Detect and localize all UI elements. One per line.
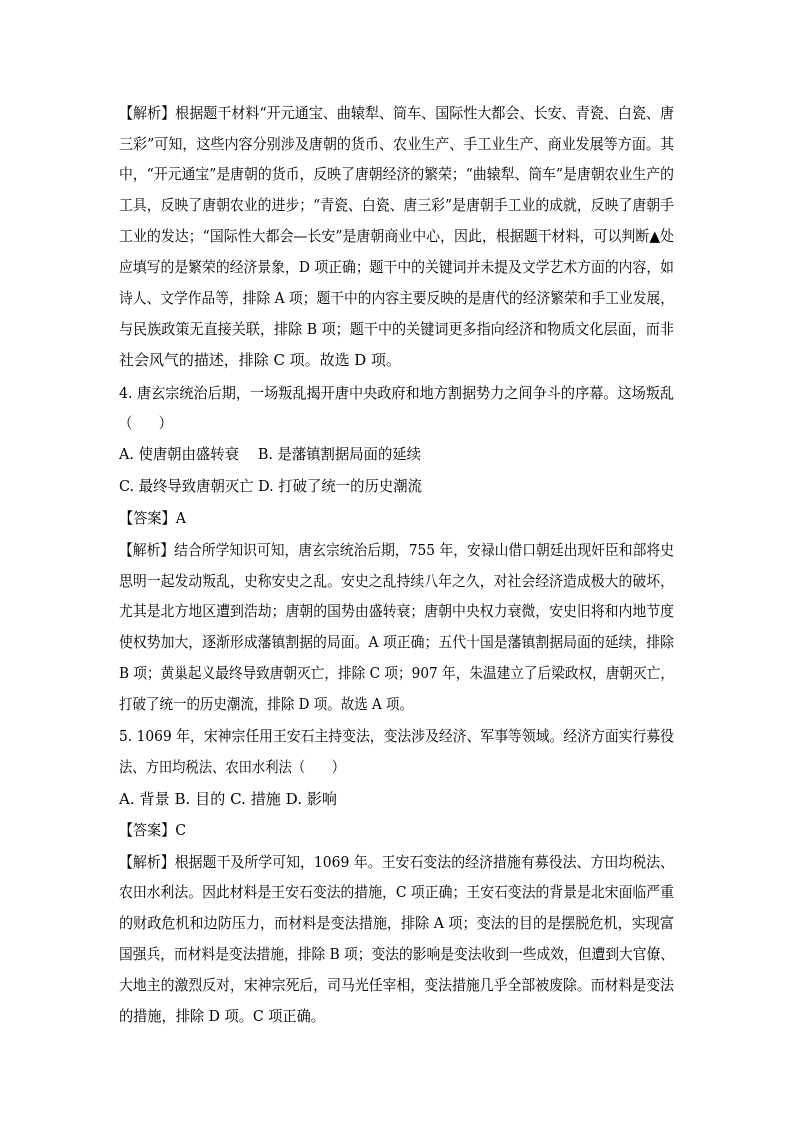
q5-analysis-line-3: 的财政危机和边防压力，而材料是变法措施，排除 A 项；变法的目的是摆脱危机，实现富	[119, 914, 674, 932]
q4-stem-line-1: 4. 唐玄宗统治后期，一场叛乱揭开唐中央政府和地方割据势力之间争斗的序幕。这场叛乱	[119, 384, 674, 402]
analysis-3-line-8: 与民族政策无直接关联，排除 B 项；题干中的关键词更多指向经济和物质文化层面，而非	[119, 320, 674, 338]
q4-analysis-line-1: 【解析】结合所学知识可知，唐玄宗统治后期，755 年，安禄山借口朝廷出现奸臣和部将史	[119, 541, 674, 559]
q4-analysis-line-3: 尤其是北方地区遭到浩劫；唐朝的国势由盛转衰；唐朝中央权力衰微，安史旧将和内地节度	[119, 602, 674, 620]
q5-stem-line-1: 5. 1069 年，宋神宗任用王安石主持变法，变法涉及经济、军事等领域。经济方面实行募役	[119, 727, 674, 745]
q4-analysis-line-5: B 项；黄巢起义最终导致唐朝灭亡，排除 C 项；907 年，朱温建立了后梁政权，唐朝灭亡，	[119, 664, 674, 682]
q4-analysis-line-2: 思明一起发动叛乱，史称安史之乱。安史之乱持续八年之久，对社会经济造成极大的破坏，	[119, 572, 674, 590]
q5-analysis-line-5: 大地主的激烈反对，宋神宗死后，司马光任宰相，变法措施几乎全部被废除。而材料是变法	[119, 976, 674, 994]
q4-answer: 【答案】A	[119, 509, 186, 527]
analysis-3-line-9: 社会风气的描述，排除 C 项。故选 D 项。	[119, 351, 401, 369]
analysis-3-line-3: 中，“开元通宝”是唐朝的货币，反映了唐朝经济的繁荣；“曲辕犁、筒车”是唐朝农业生产的	[119, 165, 674, 183]
analysis-3-line-1: 【解析】根据题干材料“开元通宝、曲辕犁、筒车、国际性大都会、长安、青瓷、白瓷、唐	[119, 104, 674, 122]
q5-answer: 【答案】C	[119, 821, 186, 839]
q4-options-line-2: C. 最终导致唐朝灭亡 D. 打破了统一的历史潮流	[119, 477, 422, 495]
analysis-3-line-6: 应填写的是繁荣的经济景象，D 项正确；题干中的关键词并未提及文学艺术方面的内容，如	[119, 258, 674, 276]
q5-analysis-line-4: 国强兵，而材料是变法措施，排除 B 项；变法的影响是变法收到一些成效，但遭到大官僚、	[119, 945, 674, 963]
q4-analysis-line-6: 打破了统一的历史潮流，排除 D 项。故选 A 项。	[119, 695, 413, 713]
analysis-3-line-7: 诗人、文学作品等，排除 A 项；题干中的内容主要反映的是唐代的经济繁荣和手工业发展，	[119, 289, 674, 307]
q5-analysis-line-2: 农田水利法。因此材料是王安石变法的措施，C 项正确；王安石变法的背景是北宋面临严重	[119, 883, 674, 901]
q4-stem-line-2: （ ）	[119, 414, 172, 432]
analysis-3-line-5: 工业的发达；“国际性大都会—长安”是唐朝商业中心，因此，根据题干材料，可以判断▲处	[119, 227, 674, 245]
q5-analysis-line-6: 的措施，排除 D 项。C 项正确。	[119, 1007, 325, 1025]
q5-options: A. 背景 B. 目的 C. 措施 D. 影响	[119, 790, 337, 808]
q4-analysis-line-4: 使权势加大，逐渐形成藩镇割据的局面。A 项正确；五代十国是藩镇割据局面的延续，排除	[119, 633, 674, 651]
q4-options-line-1: A. 使唐朝由盛转衰 B. 是藩镇割据局面的延续	[119, 445, 421, 463]
q5-stem-line-2: 法、方田均税法、农田水利法（ ）	[119, 758, 345, 776]
analysis-3-line-4: 工具，反映了唐朝农业的进步；“青瓷、白瓷、唐三彩”是唐朝手工业的成就，反映了唐朝手	[119, 196, 674, 214]
q5-analysis-line-1: 【解析】根据题干及所学可知，1069 年。王安石变法的经济措施有募役法、方田均税法、	[119, 853, 674, 871]
analysis-3-line-2: 三彩”可知，这些内容分别涉及唐朝的货币、农业生产、手工业生产、商业发展等方面。其	[119, 135, 674, 153]
